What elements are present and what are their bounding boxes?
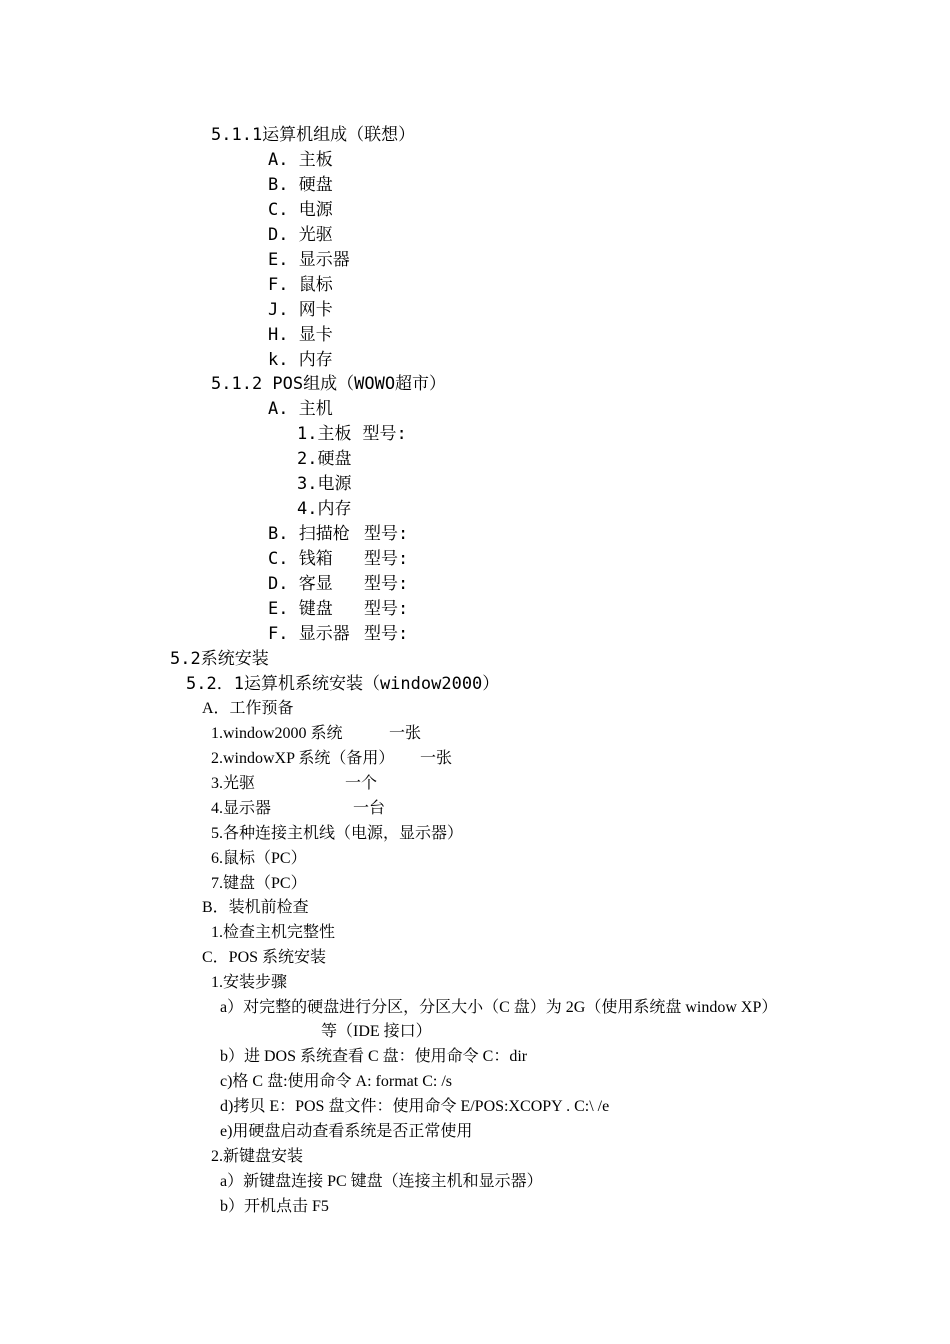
install-step-1-item: d)拷贝 E：POS 盘文件：使用命令 E/POS:XCOPY . C:\ /e bbox=[220, 1098, 610, 1115]
prep-item-qty: 一台 bbox=[353, 800, 386, 817]
model-label: 型号: bbox=[364, 599, 409, 619]
prep-item-name: 1.window2000 系统 bbox=[211, 725, 343, 742]
install-step-2: 2.新键盘安装 bbox=[211, 1148, 304, 1165]
s512-host-part-board bbox=[297, 422, 407, 446]
prep-item-name: 3.光驱 bbox=[211, 775, 256, 792]
install-step-1-item: a）对完整的硬盘进行分区，分区大小（C 盘）为 2G（使用系统盘 window XP） bbox=[220, 999, 778, 1016]
s521-a-title: A．工作预备 bbox=[202, 700, 294, 717]
s511-item-gpu: H. 显卡 bbox=[268, 325, 333, 345]
s512-device-cashbox: C. 钱箱 bbox=[268, 549, 333, 569]
s512-device-customer-display: D. 客显 bbox=[268, 574, 333, 594]
s512-host-part-power: 3.电源 bbox=[297, 474, 352, 494]
install-step-2-item: b）开机点击 F5 bbox=[220, 1198, 329, 1215]
section-5-2-1-title: 5.2．1运算机系统安装（window2000） bbox=[186, 674, 500, 694]
s511-item-power: C. 电源 bbox=[268, 200, 333, 220]
model-label: 型号: bbox=[364, 524, 409, 544]
section-5-1-1-title: 5.1.1运算机组成（联想） bbox=[211, 125, 416, 145]
s512-device-keyboard: E. 键盘 bbox=[268, 599, 333, 619]
install-step-1-item-cont: 等（IDE 接口） bbox=[321, 1023, 432, 1040]
install-step-1-item: e)用硬盘启动查看系统是否正常使用 bbox=[220, 1123, 473, 1140]
model-label: 型号: bbox=[364, 624, 409, 644]
prep-item-name: 7.键盘（PC） bbox=[211, 875, 307, 892]
prep-item-name: 6.鼠标（PC） bbox=[211, 850, 307, 867]
s511-item-hdd: B. 硬盘 bbox=[268, 175, 333, 195]
model-label: 型号: bbox=[364, 549, 409, 569]
s512-host-part-ram: 4.内存 bbox=[297, 499, 352, 519]
s512-host-part-hdd: 2.硬盘 bbox=[297, 449, 352, 469]
prep-item-qty: 一张 bbox=[389, 725, 422, 742]
prep-item-name: 4.显示器 bbox=[211, 800, 272, 817]
s511-item-drive: D. 光驱 bbox=[268, 225, 333, 245]
s511-item-nic: J. 网卡 bbox=[268, 300, 333, 320]
install-step-1-item: c)格 C 盘:使用命令 A: format C: /s bbox=[220, 1073, 452, 1090]
install-step-2-item: a）新键盘连接 PC 键盘（连接主机和显示器） bbox=[220, 1173, 543, 1190]
prep-item-name: 2.windowXP 系统（备用） bbox=[211, 750, 395, 767]
s511-item-mouse: F. 鼠标 bbox=[268, 275, 333, 295]
s512-host: A. 主机 bbox=[268, 399, 333, 419]
section-5-2-title: 5.2系统安装 bbox=[170, 649, 269, 669]
s511-item-display: E. 显示器 bbox=[268, 250, 350, 270]
host-part-label: 1.主板 bbox=[297, 424, 352, 444]
section-5-1-2-title: 5.1.2 POS组成（WOWO超市） bbox=[211, 374, 447, 394]
s512-device-monitor: F. 显示器 bbox=[268, 624, 350, 644]
prep-item-name: 5.各种连接主机线（电源，显示器） bbox=[211, 825, 464, 842]
install-step-1-item: b）进 DOS 系统查看 C 盘：使用命令 C：dir bbox=[220, 1048, 528, 1065]
model-label: 型号: bbox=[362, 424, 407, 444]
s511-item-board: A. 主板 bbox=[268, 150, 333, 170]
install-step-1: 1.安装步骤 bbox=[211, 974, 288, 991]
s511-item-ram: k. 内存 bbox=[268, 350, 333, 370]
model-label: 型号: bbox=[364, 574, 409, 594]
check-item: 1.检查主机完整性 bbox=[211, 924, 336, 941]
s512-device-scanner: B. 扫描枪 bbox=[268, 524, 350, 544]
prep-item-qty: 一个 bbox=[345, 775, 378, 792]
s521-c-title: C．POS 系统安装 bbox=[202, 949, 327, 966]
prep-item-qty: 一张 bbox=[420, 750, 453, 767]
s521-b-title: B．装机前检查 bbox=[202, 899, 309, 916]
